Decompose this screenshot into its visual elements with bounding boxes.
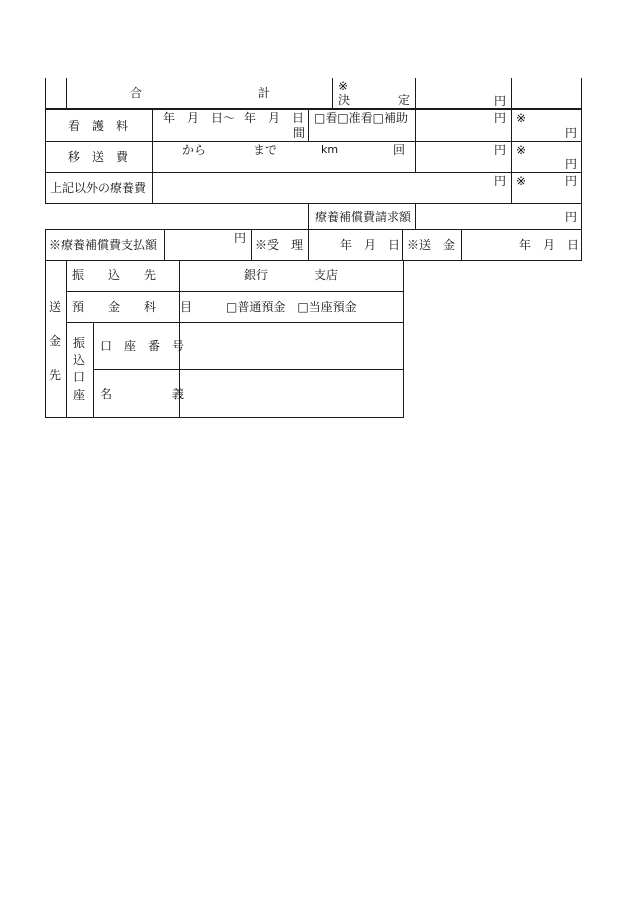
grid-line xyxy=(415,203,416,229)
other-yen-2: 円 xyxy=(565,174,578,188)
other-yen: 円 xyxy=(494,174,507,188)
transport-from: から xyxy=(182,143,207,157)
account-side-4: 座 xyxy=(73,388,86,402)
nursing-type-options: □看□准看□補助 xyxy=(314,111,409,125)
transport-times: 回 xyxy=(393,143,406,157)
nursing-yen: 円 xyxy=(494,111,507,125)
grid-line xyxy=(45,229,46,260)
received-date: 年 月 日 xyxy=(340,238,401,252)
total-label-b: 計 xyxy=(258,86,271,100)
grid-line xyxy=(403,260,404,417)
grid-line xyxy=(66,291,404,292)
grid-line xyxy=(93,369,404,370)
grid-line xyxy=(581,108,582,260)
deposit-type-label: 預 金 科 目 xyxy=(72,300,193,314)
grid-line xyxy=(308,108,309,141)
bank-label: 銀行 xyxy=(244,268,269,282)
grid-line xyxy=(45,229,582,230)
kome-mark: ※ xyxy=(516,143,527,157)
grid-line xyxy=(511,108,512,204)
remit-side-2: 金 xyxy=(49,334,62,348)
transport-yen: 円 xyxy=(494,143,507,157)
nursing-period-to: 年 月 日 xyxy=(244,111,305,125)
grid-line xyxy=(308,229,309,260)
transfer-to-label: 振 込 先 xyxy=(72,268,157,282)
paid-yen: 円 xyxy=(234,231,247,245)
transport-km: km xyxy=(321,143,339,156)
grid-line xyxy=(402,229,403,260)
decision-label-b: 定 xyxy=(398,93,411,107)
sent-label: ※送 金 xyxy=(407,238,456,252)
nursing-period-days: 間 xyxy=(293,126,306,140)
grid-line xyxy=(66,260,67,417)
transport-to: まで xyxy=(253,143,278,157)
grid-line xyxy=(66,78,67,108)
account-side-2: 込 xyxy=(73,353,86,367)
grid-line xyxy=(45,260,46,417)
grid-line xyxy=(581,78,582,108)
other-label: 上記以外の療養費 xyxy=(50,181,147,195)
grid-line xyxy=(308,203,309,229)
total-label-a: 合 xyxy=(130,86,143,100)
claim-yen: 円 xyxy=(565,210,578,224)
account-number-label: 口 座 番 号 xyxy=(100,339,185,353)
account-side-3: 口 xyxy=(73,370,86,384)
total-yen: 円 xyxy=(494,94,507,108)
kome-mark: ※ xyxy=(338,79,349,93)
grid-line xyxy=(461,229,462,260)
transport-label: 移 送 費 xyxy=(68,150,129,164)
grid-line xyxy=(45,141,582,142)
grid-line xyxy=(45,260,582,261)
grid-line xyxy=(45,417,404,418)
paid-label: ※療養補償費支払額 xyxy=(49,238,158,252)
remit-side-1: 送 xyxy=(49,300,62,314)
account-side-1: 振 xyxy=(73,336,86,350)
nursing-period-from: 年 月 日～ xyxy=(163,111,236,125)
grid-line xyxy=(511,78,512,108)
claim-label: 療養補償費請求額 xyxy=(315,210,412,224)
kome-mark: ※ xyxy=(516,111,527,125)
grid-line xyxy=(66,322,404,323)
grid-line xyxy=(415,78,416,108)
remit-side-3: 先 xyxy=(49,368,62,382)
grid-line xyxy=(415,108,416,172)
grid-line xyxy=(332,78,333,108)
deposit-options: □普通預金 □当座預金 xyxy=(226,300,357,314)
grid-line xyxy=(45,78,46,108)
transport-yen-2: 円 xyxy=(565,157,578,171)
grid-line xyxy=(152,108,153,204)
grid-line xyxy=(45,108,582,110)
received-label: ※受 理 xyxy=(255,238,304,252)
nursing-yen-2: 円 xyxy=(565,126,578,140)
account-holder-label: 名 義 xyxy=(100,387,185,401)
sent-date: 年 月 日 xyxy=(519,238,580,252)
nursing-label: 看 護 料 xyxy=(68,119,129,133)
grid-line xyxy=(45,108,46,204)
branch-label: 支店 xyxy=(314,268,339,282)
grid-line xyxy=(251,229,252,260)
grid-line xyxy=(45,172,582,173)
kome-mark: ※ xyxy=(516,174,527,188)
grid-line xyxy=(164,229,165,260)
grid-line xyxy=(45,203,582,204)
decision-label-a: 決 xyxy=(338,93,351,107)
